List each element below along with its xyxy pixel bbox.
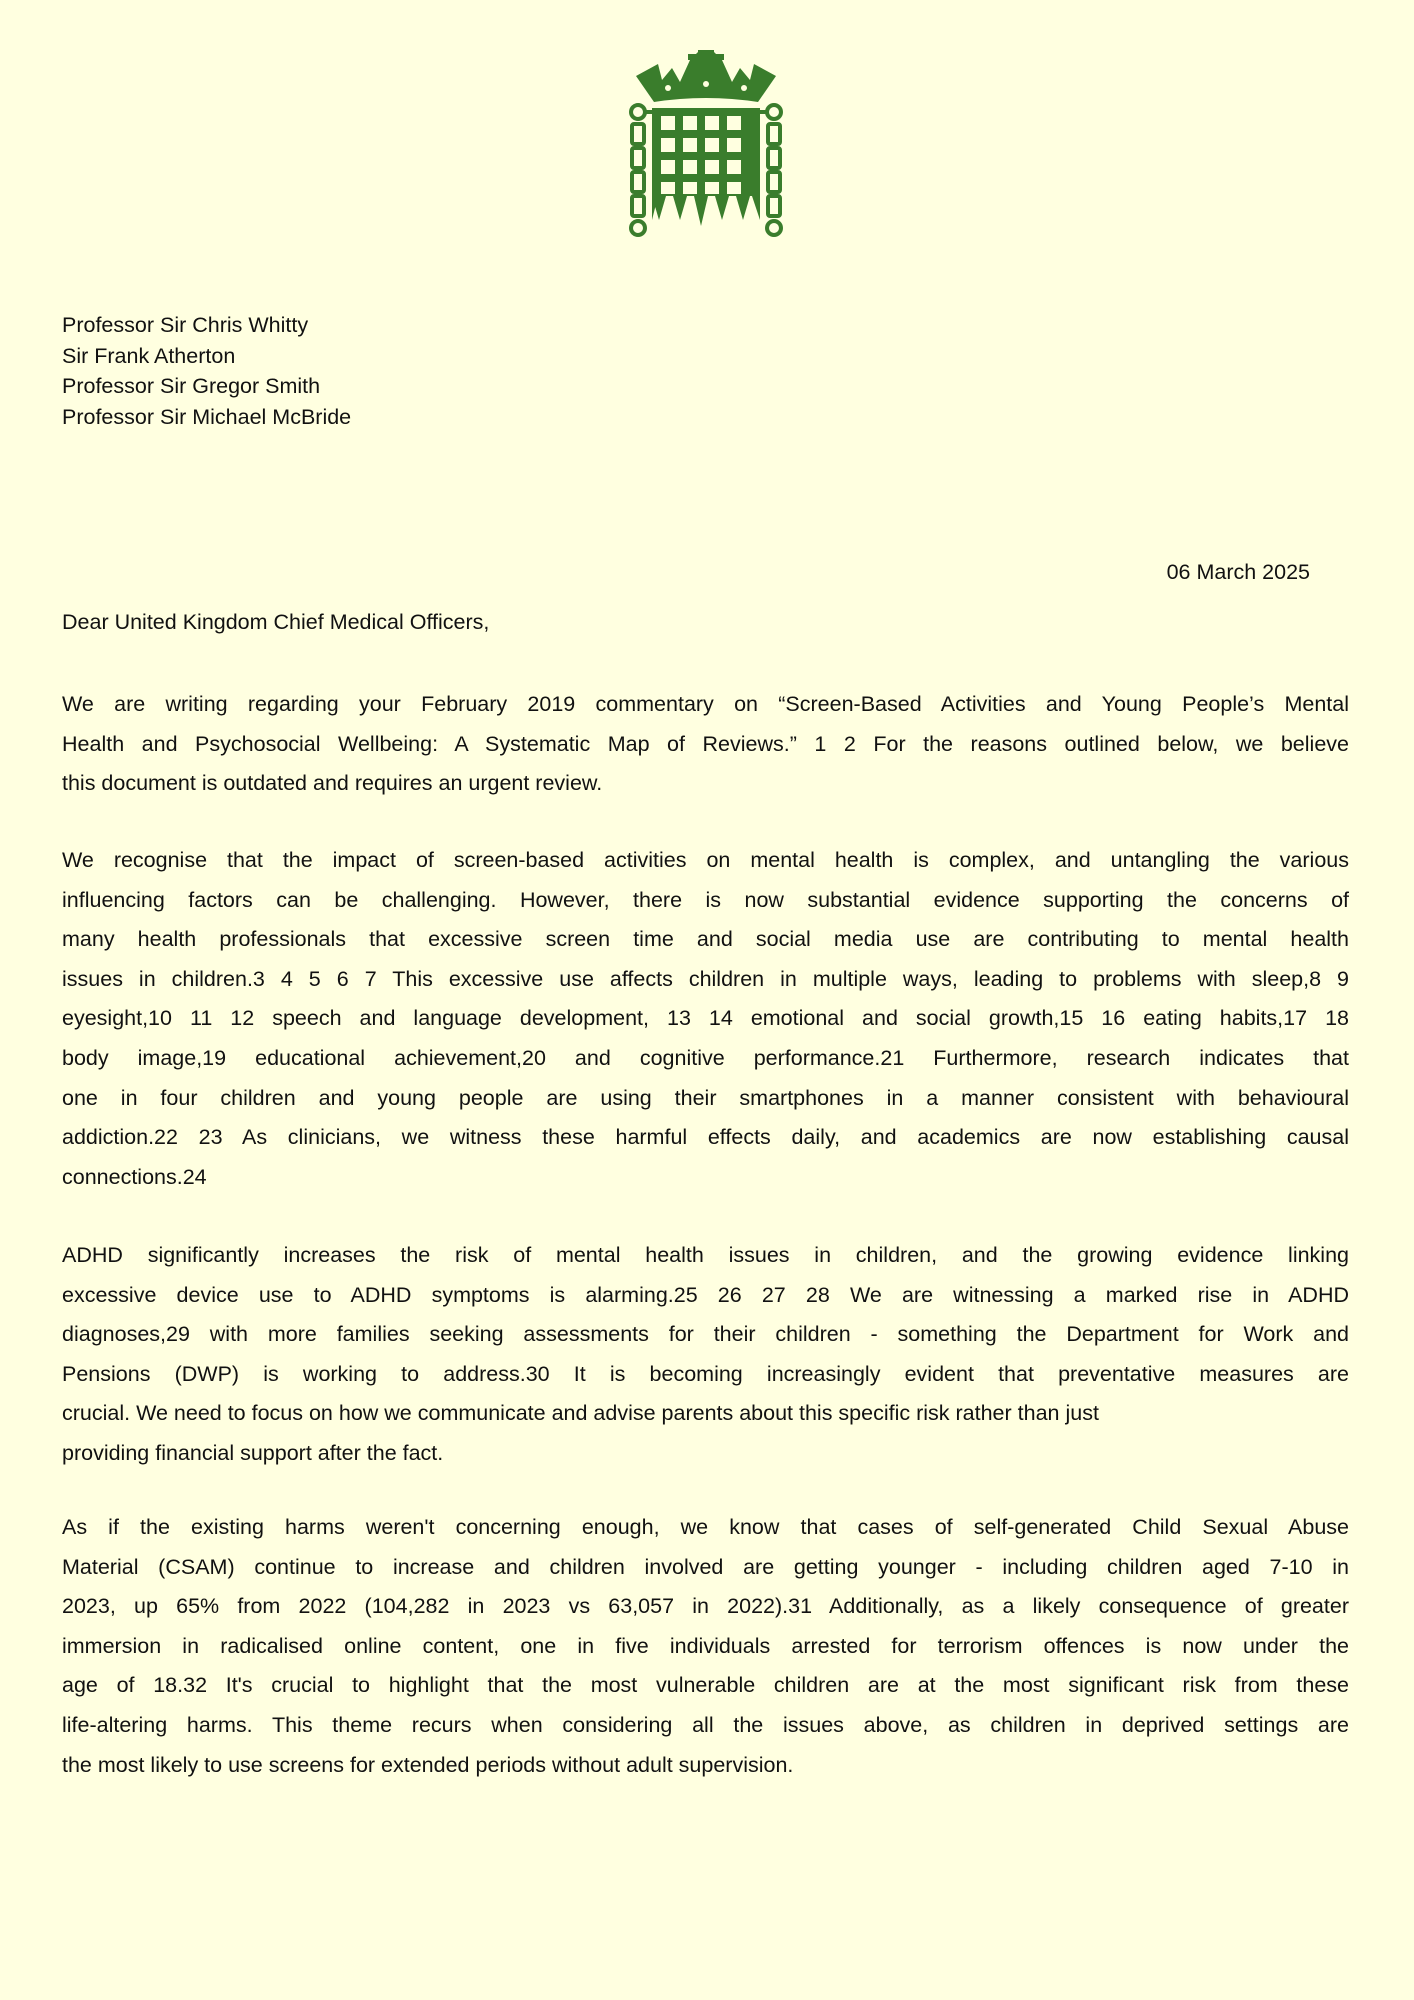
text-line: age of 18.32 It's crucial to highlight that the most vulnerable children are at the most significant risk from these [62, 1673, 1349, 1698]
paragraph-2 [62, 841, 1349, 1197]
text-line: We recognise that the impact of screen-based activities on mental health is complex, and untangling the various [62, 848, 1349, 872]
text-line: immersion in radicalised online content, one in five individuals arrested for terrorism offences is now under the [62, 1633, 1349, 1658]
text-line: this document is outdated and requires an urgent review. [62, 771, 603, 796]
text-line: excessive device use to ADHD symptoms is alarming.25 26 27 28 We are witnessing a marked rise in ADHD [62, 1282, 1349, 1307]
text-line: the most likely to use screens for extended periods without adult supervision. [62, 1752, 794, 1777]
salutation: Dear United Kingdom Chief Medical Officers, [62, 610, 490, 634]
text-line: ADHD significantly increases the risk of mental health issues in children, and the growing evidence linking [62, 1243, 1349, 1267]
text-line: providing financial support after the fact. [62, 1440, 444, 1465]
letter-date: 06 March 2025 [1166, 560, 1310, 584]
recipient: Professor Sir Gregor Smith [62, 374, 321, 399]
text-line: eyesight,10 11 12 speech and language development, 13 14 emotional and social growth,15 16 eating habits,17 18 [62, 1006, 1349, 1031]
text-line: one in four children and young people are using their smartphones in a manner consistent with behavioural [62, 1085, 1349, 1110]
portcullis-logo-icon [628, 50, 784, 238]
text-line: issues in children.3 4 5 6 7 This excessive use affects children in multiple ways, leading to problems with sleep,8 9 [62, 966, 1349, 991]
text-line: life-altering harms. This theme recurs when considering all the issues above, as children in deprived settings are [62, 1712, 1349, 1737]
recipient: Professor Sir Michael McBride [62, 404, 352, 429]
text-line: connections.24 [62, 1164, 207, 1189]
text-line: Pensions (DWP) is working to address.30 It is becoming increasingly evident that preventative measures are [62, 1361, 1349, 1386]
text-line: many health professionals that excessive screen time and social media use are contributing to mental health [62, 927, 1349, 952]
recipient: Professor Sir Chris Whitty [62, 313, 309, 337]
text-line: influencing factors can be challenging. However, there is now substantial evidence supporting the concerns of [62, 887, 1349, 912]
paragraph-4 [62, 1508, 1349, 1785]
recipient: Sir Frank Atherton [62, 343, 236, 368]
text-line: We are writing regarding your February 2019 commentary on “Screen-Based Activities and Young People’s Mental [62, 692, 1349, 716]
text-line: As if the existing harms weren't concerning enough, we know that cases of self-generated Child Sexual Abuse [62, 1515, 1349, 1539]
text-line: Material (CSAM) continue to increase and children involved are getting younger - including children aged 7-10 in [62, 1554, 1349, 1579]
paragraph-3 [62, 1236, 1349, 1474]
text-line: body image,19 educational achievement,20 and cognitive performance.21 Furthermore, research indicates that [62, 1045, 1349, 1070]
text-line: addiction.22 23 As clinicians, we witness these harmful effects daily, and academics are now establishing causal [62, 1125, 1349, 1150]
text-line: 2023, up 65% from 2022 (104,282 in 2023 vs 63,057 in 2022).31 Additionally, as a likely consequence of greater [62, 1594, 1349, 1619]
text-line: Health and Psychosocial Wellbeing: A Systematic Map of Reviews.” 1 2 For the reasons outlined below, we believe [62, 731, 1349, 756]
text-line: crucial. We need to focus on how we communicate and advise parents about this specific risk rather than just [62, 1401, 1099, 1426]
text-line: diagnoses,29 with more families seeking assessments for their children - something the Department for Work and [62, 1322, 1349, 1347]
recipient-list [62, 310, 351, 432]
paragraph-1 [62, 685, 1349, 804]
